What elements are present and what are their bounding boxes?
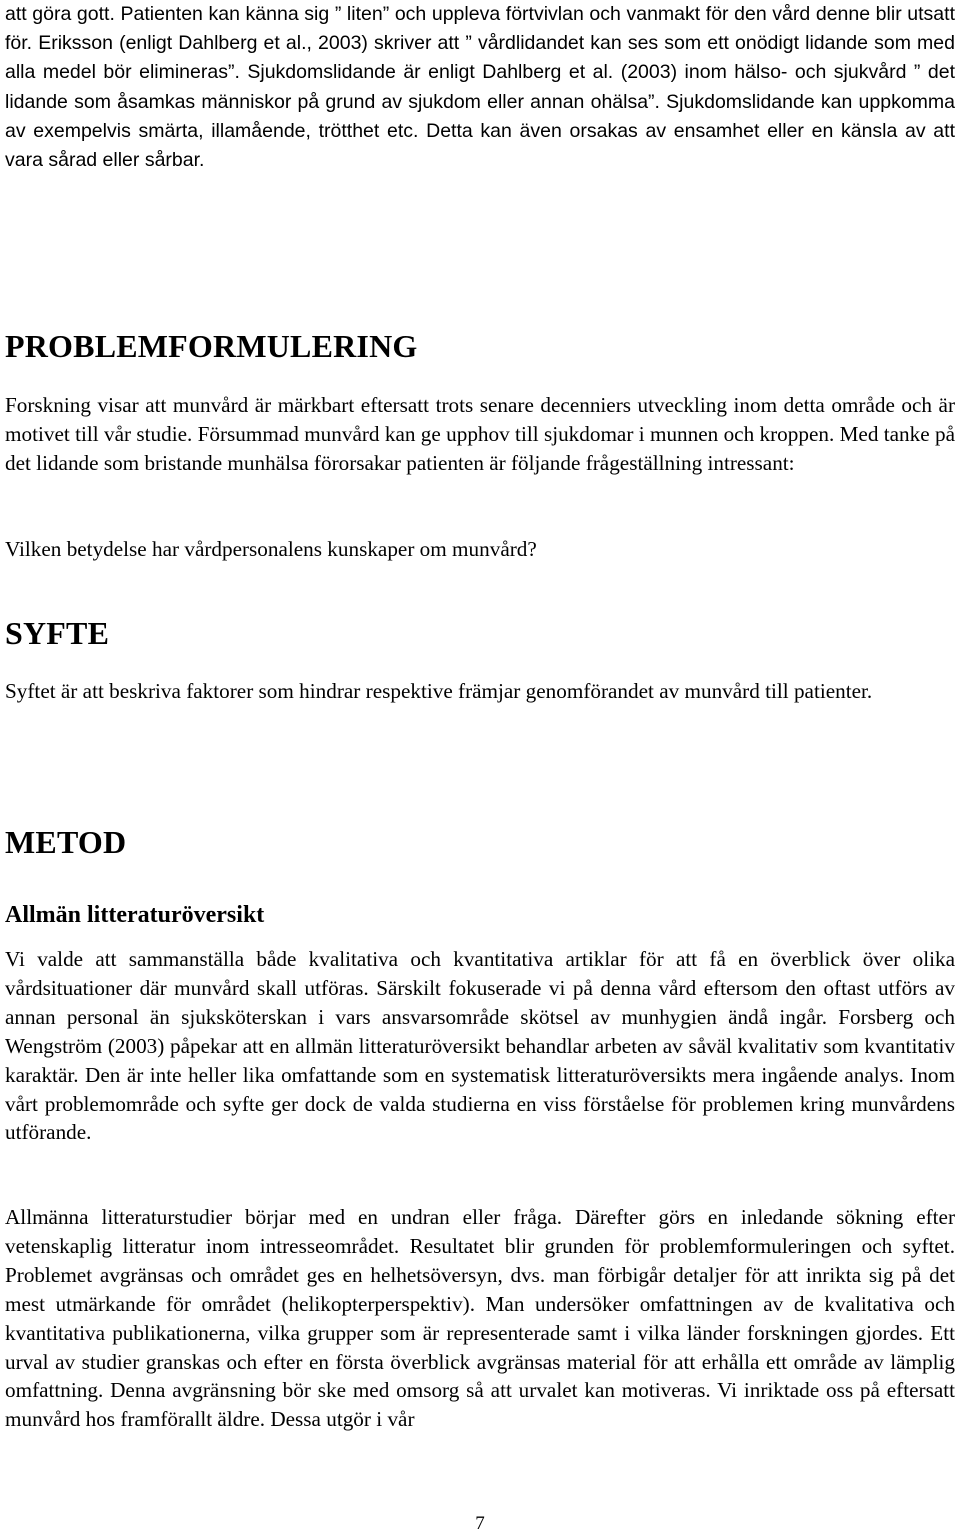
review-paragraph-2: Allmänna litteraturstudier börjar med en undran eller fråga. Därefter görs en inledande sökning efter vetenskaplig litteratur inom intresseområdet. Resultatet blir grunden för problemformuleringen och syftet. Problemet avgränsas och området ges en helhetsöversyn, dvs. man förbigår detaljer för att inrikta sig på det mest utmärkande för området (helikopterperspektiv). Man undersöker omfattningen av de kvalitativa och kvantitativa publikationerna, vilka grupper som är representerade samt i vilka länder forskningen gjordes. Ett urval av studier granskas och efter en första överblick avgränsas material för att erhålla ett område av lämplig omfattning. Denna avgränsning bör ske med omsorg så att urvalet kan motiveras. Vi inriktade oss på eftersatt munvård hos framförallt äldre. Dessa utgör i vår <box>5 1205 955 1432</box>
research-question: Vilken betydelse har vårdpersonalens kunskaper om munvård? <box>5 537 537 561</box>
aim-heading: SYFTE <box>5 615 110 651</box>
review-paragraph-1: Vi valde att sammanställa både kvalitativa och kvantitativa artiklar för att få en överblick över olika vårdsituationer där munvård skall utföras. Särskilt fokuserade vi på denna vård eftersom den oftast utförs av annan personal än sjuksköterskan i vars ansvarsområde skötsel av munhygien ändå ingår. Forsberg och Wengström (2003) påpekar att en allmän litteraturöversikt behandlar arbeten av såväl kvalitativ som kvantitativ karaktär. Den är inte heller lika omfattande som en systematisk litteraturöversikts mera ingående analys. Inom vårt problemområde och syfte ger dock de valda studierna en viss förståelse för problemen kring munvårdens utförande. <box>5 947 955 1145</box>
problem-heading: PROBLEMFORMULERING <box>5 328 418 364</box>
method-heading: METOD <box>5 824 127 860</box>
aim-paragraph: Syftet är att beskriva faktorer som hindrar respektive främjar genomförandet av munvård till patienter. <box>5 679 873 703</box>
problem-paragraph: Forskning visar att munvård är märkbart eftersatt trots senare decenniers utveckling inom detta område och är motivet till vår studie. Försummad munvård kan ge upphov till sjukdomar i munnen och kroppen. Med tanke på det lidande som bristande munhälsa förorsakar patienten är följande frågeställning intressant: <box>5 393 955 475</box>
review-subheading: Allmän litteraturöversikt <box>5 902 265 928</box>
intro-paragraph: att göra gott. Patienten kan känna sig ” liten” och uppleva förtvivlan och vanmakt för den vård denne blir utsatt för. Eriksson (enligt Dahlberg et al., 2003) skriver att ” vårdlidandet kan ses som ett onödigt lidande som med alla medel bör elimineras”. Sjukdomslidande är enligt Dahlberg et al. (2003) inom hälso- och sjukvård ” det lidande som åsamkas människor på grund av sjukdom eller annan ohälsa”. Sjukdomslidande kan uppkomma av exempelvis smärta, illamående, trötthet etc. Detta kan även orsakas av ensamhet eller en känsla av att vara sårad eller sårbar. <box>5 3 955 172</box>
page-number: 7 <box>475 1513 485 1534</box>
